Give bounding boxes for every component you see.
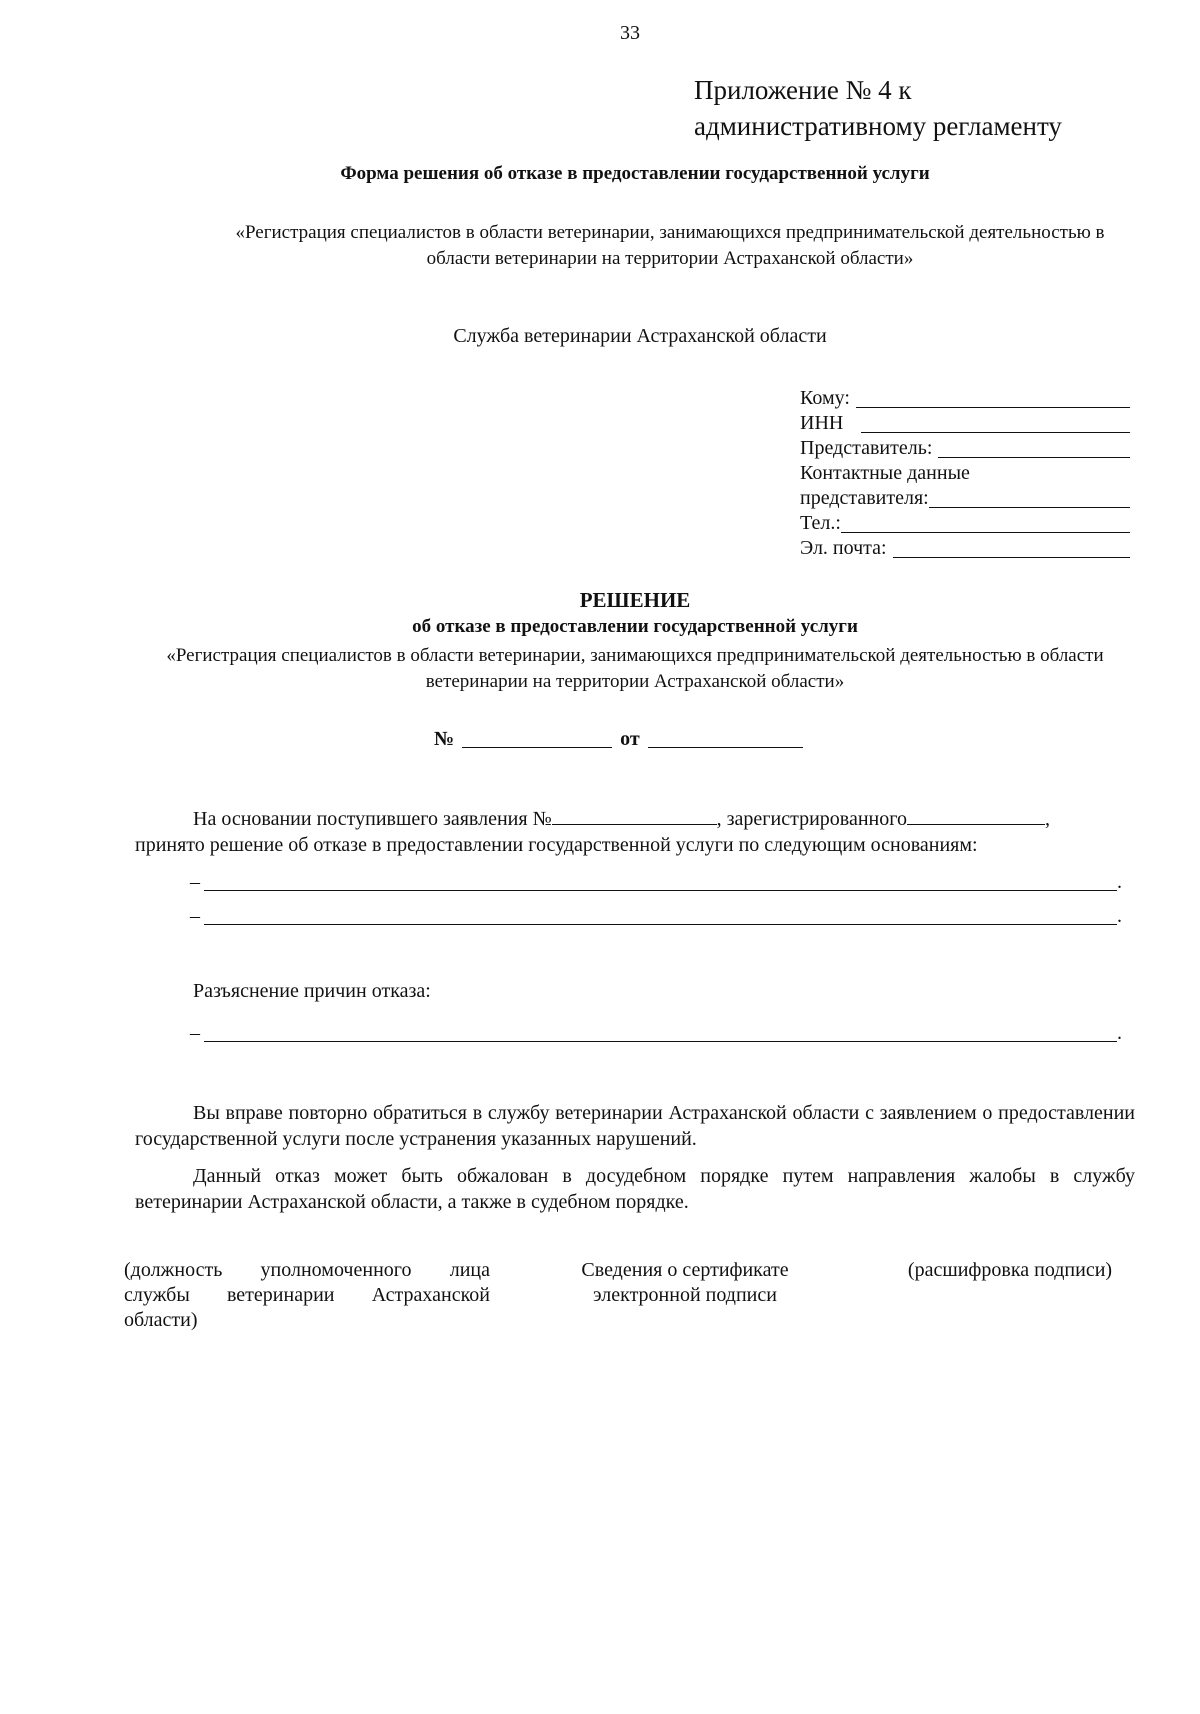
explanation-line bbox=[190, 1021, 1125, 1045]
recipient-phone-label: Тел.: bbox=[800, 512, 841, 534]
page-number: 33 bbox=[620, 22, 640, 44]
explanation-end: . bbox=[1117, 1022, 1122, 1044]
basis-text-1: На основании поступившего заявления № bbox=[193, 808, 552, 830]
explanation-field[interactable] bbox=[204, 1021, 1117, 1042]
form-title: Форма решения об отказе в предоставлении государственной услуги bbox=[340, 163, 930, 184]
recipient-contacts-label-2: представителя: bbox=[800, 487, 929, 509]
recipient-email-row bbox=[800, 536, 1130, 561]
decision-title: РЕШЕНИЕ bbox=[579, 588, 691, 612]
registration-date-field[interactable] bbox=[907, 806, 1045, 825]
recipient-block bbox=[800, 386, 1130, 561]
appeal-paragraph bbox=[135, 1163, 1135, 1215]
appendix-line-2: административному регламенту bbox=[694, 111, 1062, 141]
ground-field-2[interactable] bbox=[204, 904, 1117, 925]
basis-text-4: принято решение об отказе в предоставлении государственной услуги по следующим основаниям: bbox=[135, 834, 978, 856]
recipient-contacts-field[interactable] bbox=[929, 489, 1130, 508]
appendix-line-1: Приложение № 4 к bbox=[694, 75, 912, 105]
recipient-inn-row bbox=[800, 411, 1130, 436]
ground-line-2 bbox=[190, 904, 1125, 928]
basis-text-2: , зарегистрированного bbox=[716, 808, 907, 830]
recipient-email-label: Эл. почта: bbox=[800, 537, 887, 559]
explanation-label: Разъяснение причин отказа: bbox=[193, 980, 431, 1002]
decision-subtitle: об отказе в предоставлении государственной услуги bbox=[412, 616, 858, 637]
service-name: «Регистрация специалистов в области ветеринарии, занимающихся предпринимательской деятельностью в области ветеринарии на территории Астраханской области» bbox=[235, 222, 1105, 269]
decision-number-label: № bbox=[434, 728, 455, 750]
decision-date-label: от bbox=[620, 728, 640, 750]
ground-end-2: . bbox=[1117, 905, 1122, 927]
recipient-representative-field[interactable] bbox=[938, 439, 1130, 458]
appendix-header bbox=[694, 72, 1062, 144]
recipient-contacts-row-1 bbox=[800, 461, 1130, 486]
recipient-representative-label: Представитель: bbox=[800, 437, 933, 459]
basis-text-3: , bbox=[1044, 808, 1050, 830]
authority-name: Служба ветеринарии Астраханской области bbox=[453, 325, 827, 347]
signature-transcript: (расшифровка подписи) bbox=[907, 1259, 1113, 1281]
signature-position: (должность уполномоченного лица службы ветеринарии Астраханской области) bbox=[124, 1259, 490, 1331]
decision-number-field[interactable] bbox=[462, 729, 612, 748]
reapply-text: Вы вправе повторно обратиться в службу ветеринарии Астраханской области с заявлением о предоставлении государственной услуги после устранения указанных нарушений. bbox=[135, 1102, 1135, 1150]
appeal-text: Данный отказ может быть обжалован в досудебном порядке путем направления жалобы в службу ветеринарии Астраханской области, а также в судебном порядке. bbox=[135, 1165, 1135, 1213]
ground-dash-2: – bbox=[190, 905, 200, 927]
reapply-paragraph bbox=[135, 1100, 1135, 1152]
recipient-phone-field[interactable] bbox=[841, 514, 1130, 533]
explanation-dash: – bbox=[190, 1022, 200, 1044]
recipient-contacts-row-2 bbox=[800, 486, 1130, 511]
ground-dash-1: – bbox=[190, 871, 200, 893]
ground-end-1: . bbox=[1117, 871, 1122, 893]
recipient-representative-row bbox=[800, 436, 1130, 461]
recipient-email-field[interactable] bbox=[893, 539, 1130, 558]
recipient-inn-label: ИНН bbox=[800, 412, 844, 434]
application-number-field[interactable] bbox=[552, 806, 717, 825]
decision-service-name: «Регистрация специалистов в области ветеринарии, занимающихся предпринимательской деятельностью в области ветеринарии на территории Астраханской области» bbox=[166, 645, 1104, 692]
recipient-to-row bbox=[800, 386, 1130, 411]
recipient-inn-field[interactable] bbox=[861, 414, 1130, 433]
recipient-to-field[interactable] bbox=[856, 389, 1130, 408]
recipient-to-label: Кому: bbox=[800, 387, 850, 409]
decision-number-row bbox=[434, 728, 811, 751]
recipient-contacts-label-1: Контактные данные bbox=[800, 462, 970, 484]
decision-date-field[interactable] bbox=[648, 729, 803, 748]
ground-line-1 bbox=[190, 870, 1125, 894]
ground-field-1[interactable] bbox=[204, 870, 1117, 891]
signature-certificate: Сведения о сертификате электронной подписи bbox=[581, 1259, 789, 1306]
basis-paragraph bbox=[135, 806, 1135, 858]
recipient-phone-row bbox=[800, 511, 1130, 536]
